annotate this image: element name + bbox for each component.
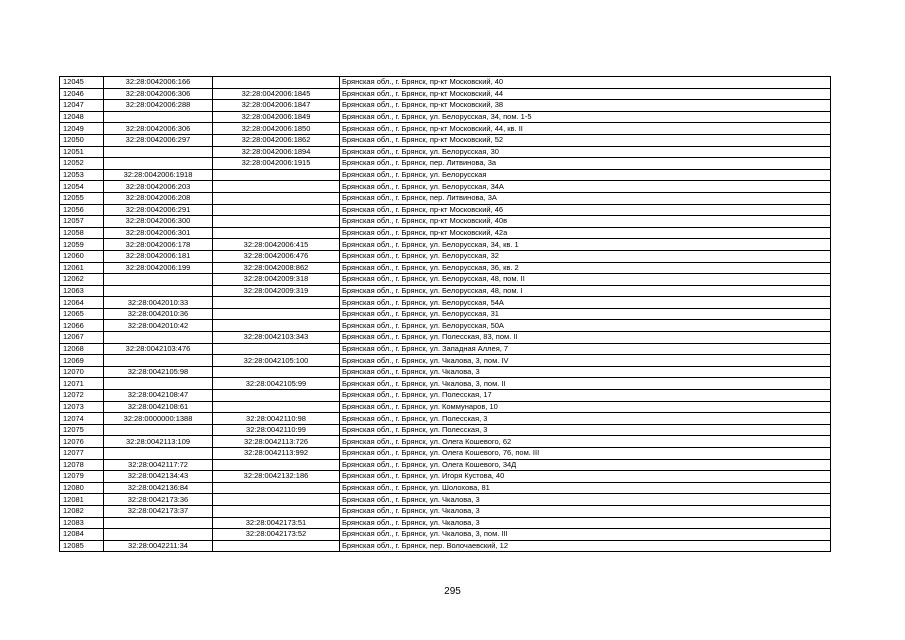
cadastral-number-cell: 32:28:0042113:109 (104, 436, 213, 448)
table-row (60, 88, 831, 100)
table-row (60, 540, 831, 552)
row-number-cell: 12065 (60, 308, 104, 320)
cadastral-number-cell: 32:28:0042006:306 (104, 88, 213, 100)
table-body (60, 77, 831, 552)
page-number: 295 (444, 586, 461, 597)
table-row (60, 459, 831, 471)
table-row (60, 378, 831, 390)
row-number-cell: 12063 (60, 285, 104, 297)
cadastral-number-cell: 32:28:0042006:203 (104, 181, 213, 193)
address-cell: Брянская обл., г. Брянск, ул. Чкалова, 3, пом. II (340, 378, 831, 390)
room-cadastral-number-cell (213, 390, 340, 402)
cadastral-number-cell: 32:28:0042103:476 (104, 343, 213, 355)
room-cadastral-number-cell: 32:28:0042110:98 (213, 413, 340, 425)
table-row (60, 216, 831, 228)
row-number-cell: 12078 (60, 459, 104, 471)
address-cell: Брянская обл., г. Брянск, пр-кт Московский, 40 (340, 77, 831, 89)
cadastral-number-cell: 32:28:0042108:61 (104, 401, 213, 413)
room-cadastral-number-cell: 32:28:0042105:100 (213, 355, 340, 367)
row-number-cell: 12077 (60, 448, 104, 460)
address-cell: Брянская обл., г. Брянск, ул. Полесская, 83, пом. II (340, 332, 831, 344)
cadastral-number-cell: 32:28:0042006:1918 (104, 169, 213, 181)
table-row (60, 297, 831, 309)
room-cadastral-number-cell: 32:28:0042009:319 (213, 285, 340, 297)
cadastral-number-cell (104, 285, 213, 297)
row-number-cell: 12058 (60, 227, 104, 239)
table-row (60, 390, 831, 402)
table-row (60, 181, 831, 193)
row-number-cell: 12066 (60, 320, 104, 332)
cadastral-number-cell: 32:28:0042010:42 (104, 320, 213, 332)
row-number-cell: 12080 (60, 482, 104, 494)
row-number-cell: 12084 (60, 529, 104, 541)
row-number-cell: 12070 (60, 366, 104, 378)
table-row (60, 250, 831, 262)
cadastral-number-cell: 32:28:0042006:297 (104, 134, 213, 146)
address-cell: Брянская обл., г. Брянск, ул. Белорусская, 50А (340, 320, 831, 332)
room-cadastral-number-cell: 32:28:0042006:1849 (213, 111, 340, 123)
address-cell: Брянская обл., г. Брянск, ул. Чкалова, 3 (340, 517, 831, 529)
room-cadastral-number-cell (213, 401, 340, 413)
room-cadastral-number-cell: 32:28:0042105:99 (213, 378, 340, 390)
room-cadastral-number-cell (213, 366, 340, 378)
cadastral-number-cell (104, 529, 213, 541)
table-row (60, 169, 831, 181)
cadastral-number-cell: 32:28:0042006:199 (104, 262, 213, 274)
room-cadastral-number-cell: 32:28:0042006:1845 (213, 88, 340, 100)
row-number-cell: 12046 (60, 88, 104, 100)
table-row (60, 320, 831, 332)
cadastral-number-cell (104, 448, 213, 460)
cadastral-number-cell: 32:28:0042006:291 (104, 204, 213, 216)
room-cadastral-number-cell: 32:28:0042173:51 (213, 517, 340, 529)
row-number-cell: 12061 (60, 262, 104, 274)
room-cadastral-number-cell: 32:28:0042006:1894 (213, 146, 340, 158)
cadastral-number-cell: 32:28:0000000:1388 (104, 413, 213, 425)
room-cadastral-number-cell (213, 343, 340, 355)
address-cell: Брянская обл., г. Брянск, ул. Белорусская, 30 (340, 146, 831, 158)
address-cell: Брянская обл., г. Брянск, пр-кт Московский, 44 (340, 88, 831, 100)
room-cadastral-number-cell (213, 216, 340, 228)
address-cell: Брянская обл., г. Брянск, ул. Белорусская, 48, пом. I (340, 285, 831, 297)
table-row (60, 401, 831, 413)
room-cadastral-number-cell (213, 494, 340, 506)
address-cell: Брянская обл., г. Брянск, ул. Олега Кошевого, 76, пом. III (340, 448, 831, 460)
address-cell: Брянская обл., г. Брянск, ул. Белорусская, 54А (340, 297, 831, 309)
cadastral-number-cell (104, 111, 213, 123)
room-cadastral-number-cell (213, 204, 340, 216)
address-cell: Брянская обл., г. Брянск, ул. Шолохова, 81 (340, 482, 831, 494)
table-row (60, 77, 831, 89)
row-number-cell: 12064 (60, 297, 104, 309)
cadastral-number-cell: 32:28:0042108:47 (104, 390, 213, 402)
table-row (60, 436, 831, 448)
room-cadastral-number-cell (213, 181, 340, 193)
address-cell: Брянская обл., г. Брянск, ул. Полесская, 3 (340, 424, 831, 436)
table-row (60, 355, 831, 367)
row-number-cell: 12081 (60, 494, 104, 506)
row-number-cell: 12073 (60, 401, 104, 413)
room-cadastral-number-cell: 32:28:0042132:186 (213, 471, 340, 483)
row-number-cell: 12052 (60, 158, 104, 170)
table-row (60, 505, 831, 517)
room-cadastral-number-cell: 32:28:0042113:726 (213, 436, 340, 448)
row-number-cell: 12053 (60, 169, 104, 181)
room-cadastral-number-cell: 32:28:0042103:343 (213, 332, 340, 344)
room-cadastral-number-cell (213, 169, 340, 181)
table-row (60, 471, 831, 483)
table-row (60, 158, 831, 170)
address-cell: Брянская обл., г. Брянск, ул. Коммунаров, 10 (340, 401, 831, 413)
address-cell: Брянская обл., г. Брянск, ул. Чкалова, 3, пом. IV (340, 355, 831, 367)
address-cell: Брянская обл., г. Брянск, ул. Белорусская, 34, кв. 1 (340, 239, 831, 251)
table-row (60, 529, 831, 541)
row-number-cell: 12059 (60, 239, 104, 251)
table-row (60, 448, 831, 460)
row-number-cell: 12056 (60, 204, 104, 216)
room-cadastral-number-cell (213, 482, 340, 494)
table-row (60, 262, 831, 274)
cadastral-number-cell: 32:28:0042006:166 (104, 77, 213, 89)
cadastral-number-cell: 32:28:0042006:178 (104, 239, 213, 251)
room-cadastral-number-cell: 32:28:0042006:1850 (213, 123, 340, 135)
address-cell: Брянская обл., г. Брянск, пр-кт Московский, 42а (340, 227, 831, 239)
cadastral-number-cell: 32:28:0042134:43 (104, 471, 213, 483)
table-row (60, 100, 831, 112)
cadastral-number-cell: 32:28:0042006:301 (104, 227, 213, 239)
table-row (60, 239, 831, 251)
table-row (60, 274, 831, 286)
address-cell: Брянская обл., г. Брянск, пер. Волочаевский, 12 (340, 540, 831, 552)
cadastral-number-cell: 32:28:0042006:306 (104, 123, 213, 135)
room-cadastral-number-cell (213, 192, 340, 204)
cadastral-number-cell: 32:28:0042006:300 (104, 216, 213, 228)
row-number-cell: 12047 (60, 100, 104, 112)
row-number-cell: 12069 (60, 355, 104, 367)
cadastral-number-cell: 32:28:0042010:36 (104, 308, 213, 320)
room-cadastral-number-cell (213, 505, 340, 517)
row-number-cell: 12051 (60, 146, 104, 158)
room-cadastral-number-cell: 32:28:0042173:52 (213, 529, 340, 541)
table-row (60, 308, 831, 320)
table-row (60, 204, 831, 216)
row-number-cell: 12048 (60, 111, 104, 123)
row-number-cell: 12076 (60, 436, 104, 448)
row-number-cell: 12079 (60, 471, 104, 483)
table-row (60, 332, 831, 344)
cadastral-number-cell (104, 378, 213, 390)
room-cadastral-number-cell: 32:28:0042008:862 (213, 262, 340, 274)
cadastral-number-cell: 32:28:0042173:37 (104, 505, 213, 517)
cadastral-number-cell (104, 424, 213, 436)
room-cadastral-number-cell: 32:28:0042006:476 (213, 250, 340, 262)
cadastral-number-cell: 32:28:0042006:208 (104, 192, 213, 204)
cadastral-number-cell (104, 355, 213, 367)
room-cadastral-number-cell (213, 77, 340, 89)
row-number-cell: 12057 (60, 216, 104, 228)
address-cell: Брянская обл., г. Брянск, ул. Белорусская, 34, пом. 1-5 (340, 111, 831, 123)
row-number-cell: 12062 (60, 274, 104, 286)
cadastral-number-cell: 32:28:0042173:36 (104, 494, 213, 506)
room-cadastral-number-cell (213, 308, 340, 320)
cadastral-number-cell (104, 274, 213, 286)
room-cadastral-number-cell: 32:28:0042006:415 (213, 239, 340, 251)
address-cell: Брянская обл., г. Брянск, ул. Полесская, 17 (340, 390, 831, 402)
address-cell: Брянская обл., г. Брянск, ул. Олега Кошевого, 62 (340, 436, 831, 448)
address-cell: Брянская обл., г. Брянск, ул. Западная Аллея, 7 (340, 343, 831, 355)
room-cadastral-number-cell (213, 227, 340, 239)
table-row (60, 494, 831, 506)
cadastral-number-cell: 32:28:0042010:33 (104, 297, 213, 309)
table-row (60, 227, 831, 239)
room-cadastral-number-cell: 32:28:0042113:992 (213, 448, 340, 460)
table-row (60, 413, 831, 425)
address-cell: Брянская обл., г. Брянск, ул. Белорусская, 36, кв. 2 (340, 262, 831, 274)
address-cell: Брянская обл., г. Брянск, ул. Игоря Кустова, 40 (340, 471, 831, 483)
row-number-cell: 12074 (60, 413, 104, 425)
cadastral-number-cell: 32:28:0042105:98 (104, 366, 213, 378)
row-number-cell: 12085 (60, 540, 104, 552)
cadastral-number-cell: 32:28:0042006:181 (104, 250, 213, 262)
table-row (60, 146, 831, 158)
row-number-cell: 12067 (60, 332, 104, 344)
row-number-cell: 12082 (60, 505, 104, 517)
room-cadastral-number-cell (213, 459, 340, 471)
row-number-cell: 12049 (60, 123, 104, 135)
table-row (60, 285, 831, 297)
address-cell: Брянская обл., г. Брянск, ул. Чкалова, 3 (340, 494, 831, 506)
table-row (60, 123, 831, 135)
room-cadastral-number-cell (213, 297, 340, 309)
address-cell: Брянская обл., г. Брянск, ул. Чкалова, 3 (340, 505, 831, 517)
cadastral-number-cell: 32:28:0042117:72 (104, 459, 213, 471)
row-number-cell: 12068 (60, 343, 104, 355)
room-cadastral-number-cell: 32:28:0042110:99 (213, 424, 340, 436)
address-cell: Брянская обл., г. Брянск, пер. Литвинова, 3А (340, 192, 831, 204)
address-cell: Брянская обл., г. Брянск, ул. Белорусская, 31 (340, 308, 831, 320)
address-cell: Брянская обл., г. Брянск, ул. Чкалова, 3, пом. III (340, 529, 831, 541)
table-row (60, 134, 831, 146)
address-cell: Брянская обл., г. Брянск, пр-кт Московский, 46 (340, 204, 831, 216)
row-number-cell: 12050 (60, 134, 104, 146)
property-table (59, 76, 831, 552)
table-row (60, 111, 831, 123)
address-cell: Брянская обл., г. Брянск, ул. Белорусская, 32 (340, 250, 831, 262)
table-row (60, 343, 831, 355)
address-cell: Брянская обл., г. Брянск, ул. Белорусская, 34А (340, 181, 831, 193)
table-row (60, 366, 831, 378)
address-cell: Брянская обл., г. Брянск, пр-кт Московский, 38 (340, 100, 831, 112)
cadastral-number-cell (104, 332, 213, 344)
address-cell: Брянская обл., г. Брянск, ул. Олега Кошевого, 34Д (340, 459, 831, 471)
row-number-cell: 12083 (60, 517, 104, 529)
row-number-cell: 12075 (60, 424, 104, 436)
row-number-cell: 12054 (60, 181, 104, 193)
cadastral-number-cell (104, 146, 213, 158)
table-row (60, 482, 831, 494)
table-row (60, 517, 831, 529)
room-cadastral-number-cell (213, 320, 340, 332)
row-number-cell: 12060 (60, 250, 104, 262)
row-number-cell: 12071 (60, 378, 104, 390)
address-cell: Брянская обл., г. Брянск, пер. Литвинова, 3а (340, 158, 831, 170)
cadastral-number-cell (104, 517, 213, 529)
row-number-cell: 12055 (60, 192, 104, 204)
address-cell: Брянская обл., г. Брянск, пр-кт Московский, 44, кв. II (340, 123, 831, 135)
cadastral-number-cell: 32:28:0042211:34 (104, 540, 213, 552)
cadastral-number-cell: 32:28:0042136:84 (104, 482, 213, 494)
row-number-cell: 12045 (60, 77, 104, 89)
room-cadastral-number-cell: 32:28:0042006:1847 (213, 100, 340, 112)
room-cadastral-number-cell (213, 540, 340, 552)
table-row (60, 192, 831, 204)
address-cell: Брянская обл., г. Брянск, пр-кт Московский, 52 (340, 134, 831, 146)
address-cell: Брянская обл., г. Брянск, пр-кт Московский, 40в (340, 216, 831, 228)
room-cadastral-number-cell: 32:28:0042006:1862 (213, 134, 340, 146)
address-cell: Брянская обл., г. Брянск, ул. Белорусская, 48, пом. II (340, 274, 831, 286)
cadastral-number-cell (104, 158, 213, 170)
address-cell: Брянская обл., г. Брянск, ул. Белорусская (340, 169, 831, 181)
address-cell: Брянская обл., г. Брянск, ул. Полесская, 3 (340, 413, 831, 425)
address-cell: Брянская обл., г. Брянск, ул. Чкалова, 3 (340, 366, 831, 378)
table-row (60, 424, 831, 436)
room-cadastral-number-cell: 32:28:0042006:1915 (213, 158, 340, 170)
cadastral-number-cell: 32:28:0042006:288 (104, 100, 213, 112)
room-cadastral-number-cell: 32:28:0042009:318 (213, 274, 340, 286)
row-number-cell: 12072 (60, 390, 104, 402)
